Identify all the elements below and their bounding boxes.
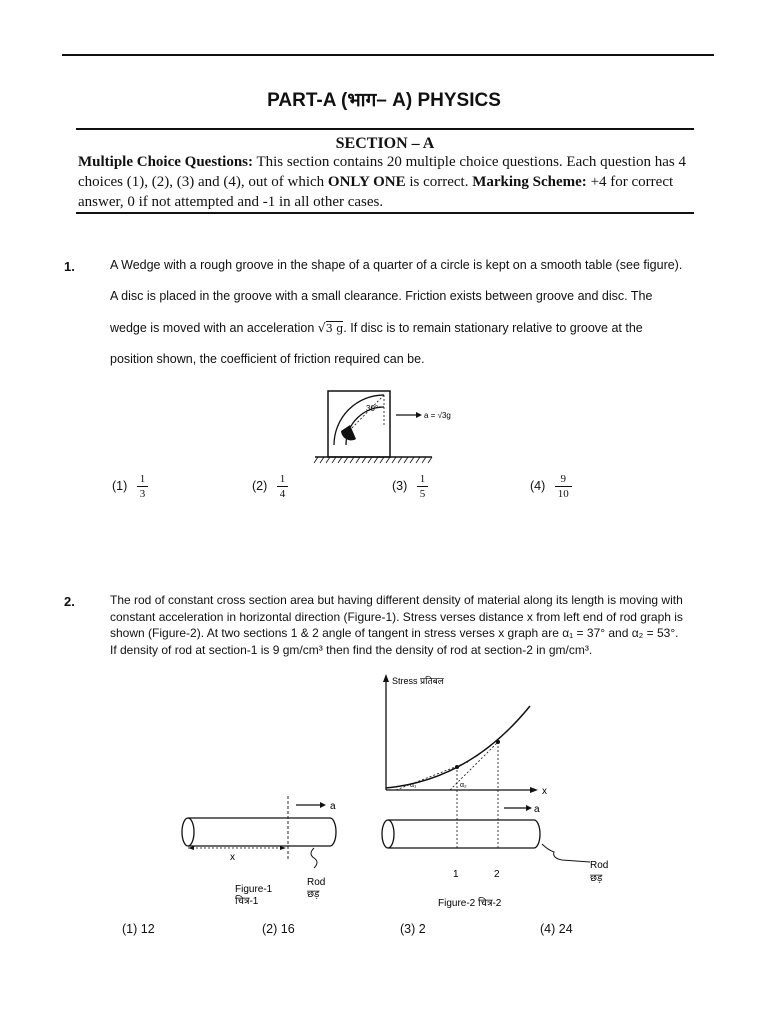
alpha2-label: α₂ (460, 782, 467, 789)
fig1-caption-en: Figure-1 (235, 884, 273, 895)
q1-option-4[interactable]: (4) $\frac{9}{10}$ (530, 472, 572, 501)
fig1-rod-hi: छड़ (307, 889, 320, 900)
angle-label: 30° (366, 404, 379, 413)
only-one-label: ONLY ONE (327, 174, 406, 190)
q1-option-3[interactable]: (3) $\frac{1}{5}$ (392, 472, 428, 501)
instructions-text-3: +4 for correct answer, 0 if not attempted and -1 in all other cases. (78, 174, 674, 210)
fig1-rod-en: Rod (307, 877, 326, 888)
figure-2-graph (382, 674, 608, 909)
fig2-caption: Figure-2 चित्र-2 (438, 898, 502, 909)
fig1-caption-hi: चित्र-1 (235, 896, 259, 907)
q1-line-2: A disc is placed in the groove with a small clearance. Friction exists between groove and disc. The (110, 289, 653, 303)
section-1-label: 1 (453, 869, 459, 880)
section-heading: SECTION – A (335, 135, 435, 152)
q2-line-1: The rod of constant cross section area but having different density of material along its length is moving with (110, 593, 683, 607)
fig2-rod-hi: छड़ (590, 873, 603, 884)
q2-option-4[interactable]: (4) 24 (540, 922, 573, 936)
fig2-y-axis-label: Stress प्रतिबल (392, 676, 444, 686)
section-instructions (78, 152, 694, 212)
q1-wedge-figure (312, 385, 492, 465)
q1-number: 1. (64, 259, 75, 274)
q2-option-1[interactable]: (1) 12 (122, 922, 155, 936)
marking-scheme-label: Marking Scheme: (472, 174, 587, 190)
fig2-rod-en: Rod (590, 860, 609, 871)
q1-option-2[interactable]: (2) $\frac{1}{4}$ (252, 472, 288, 501)
q2-text (110, 592, 720, 658)
q2-line-3: shown (Figure-2). At two sections 1 & 2 angle of tangent in stress verses x graph are α₁ = 37° and α₂ = 53°. (110, 626, 679, 640)
q2-line-2: constant acceleration in horizontal direction (Figure-1). Stress verses distance x from left end of rod graph is (110, 609, 683, 624)
q1-line-4: position shown, the coefficient of friction required can be. (110, 352, 425, 366)
q1-option-1[interactable]: (1) $\frac{1}{3}$ (112, 472, 148, 501)
q2-option-2[interactable]: (2) 16 (262, 922, 295, 936)
q1-line-3: wedge is moved with an acceleration √3 g. If disc is to remain stationary relative to groove at the (110, 320, 643, 335)
q1-line-1: A Wedge with a rough groove in the shape of a quarter of a circle is kept on a smooth table (see figure). (110, 258, 683, 272)
sqrt-symbol: √3 g (317, 320, 344, 335)
section-2-label: 2 (494, 869, 500, 880)
fig2-accel-label: a (534, 804, 540, 815)
fig1-accel-label: a (330, 801, 336, 812)
instructions-text-2: is correct. (405, 174, 473, 190)
section-bottom-rule (76, 212, 694, 214)
instructions-text-1: This section contains 20 multiple choice questions. Each question has 4 choices (1), (2), (3) and (4), out of which (78, 154, 686, 190)
mcq-label: Multiple Choice Questions: (78, 154, 253, 170)
section-top-rule (76, 128, 694, 130)
figure-1-rod (182, 796, 336, 907)
q1-text (110, 250, 708, 375)
fig1-x-label: x (230, 852, 235, 863)
fig2-x-axis-label: x (542, 786, 547, 797)
q2-line-4: If density of rod at section-1 is 9 gm/cm³ then find the density of rod at section-2 in gm/cm³. (110, 642, 593, 657)
q2-figures (170, 670, 630, 920)
page-title: PART-A (भाग– A) PHYSICS (267, 90, 501, 111)
top-rule (62, 54, 714, 56)
alpha1-label: α₁ (410, 782, 417, 789)
q2-number: 2. (64, 594, 75, 609)
accel-label: a = √3g (424, 411, 451, 420)
q2-option-3[interactable]: (3) 2 (400, 922, 426, 936)
